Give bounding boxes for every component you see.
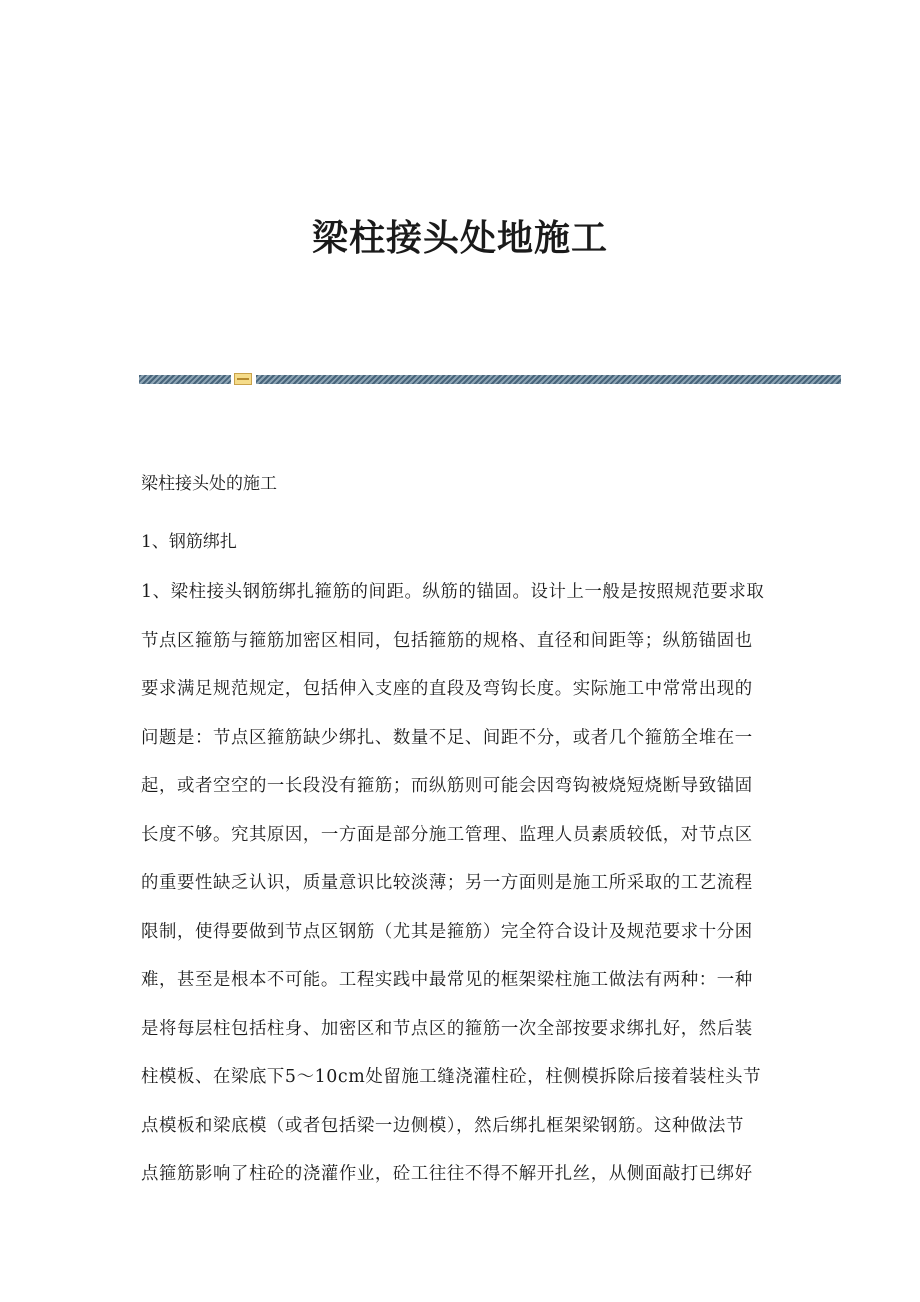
paragraph-line: 1、梁柱接头钢筋绑扎箍筋的间距。纵筋的锚固。设计上一般是按照规范要求取 [141, 582, 765, 602]
paragraph-line: 限制，使得要做到节点区钢筋（尤其是箍筋）完全符合设计及规范要求十分困 [141, 921, 753, 942]
document-title: 梁柱接头处地施工 [311, 218, 608, 259]
body-paragraph [141, 577, 781, 1208]
paragraph-line: 问题是：节点区箍筋缺少绑扎、数量不足、间距不分，或者几个箍筋全堆在一 [141, 727, 753, 748]
paragraph-line: 点箍筋影响了柱砼的浇灌作业，砼工往往不得不解开扎丝，从侧面敲打已绑好 [141, 1164, 753, 1184]
paragraph-line: 的重要性缺乏认识，质量意识比较淡薄；另一方面则是施工所采取的工艺流程 [141, 873, 753, 893]
divider-bar-right [256, 375, 841, 384]
paragraph-line: 起，或者空空的一长段没有箍筋；而纵筋则可能会因弯钩被烧短烧断导致锚固 [141, 776, 753, 796]
paragraph-line: 是将每层柱包括柱身、加密区和节点区的箍筋一次全部按要求绑扎好，然后装 [141, 1018, 753, 1039]
title-divider [139, 375, 841, 384]
section-title: 梁柱接头处的施工 [141, 474, 277, 494]
envelope-ornament-icon [234, 373, 252, 385]
paragraph-line: 要求满足规范规定，包括伸入支座的直段及弯钩长度。实际施工中常常出现的 [141, 679, 753, 699]
paragraph-line: 节点区箍筋与箍筋加密区相同，包括箍筋的规格、直径和间距等；纵筋锚固也 [141, 630, 753, 651]
paragraph-line: 难，甚至是根本不可能。工程实践中最常见的框架梁柱施工做法有两种：一种 [141, 970, 753, 990]
divider-bar-left [139, 375, 231, 384]
subsection-heading: 1、钢筋绑扎 [141, 532, 237, 552]
paragraph-line: 长度不够。究其原因，一方面是部分施工管理、监理人员素质较低，对节点区 [141, 824, 753, 845]
paragraph-line: 点模板和梁底模（或者包括梁一边侧模），然后绑扎框架梁钢筋。这种做法节 [141, 1115, 744, 1136]
paragraph-line: 柱模板、在梁底下5～10cm处留施工缝浇灌柱砼，柱侧模拆除后接着装柱头节 [141, 1067, 762, 1087]
